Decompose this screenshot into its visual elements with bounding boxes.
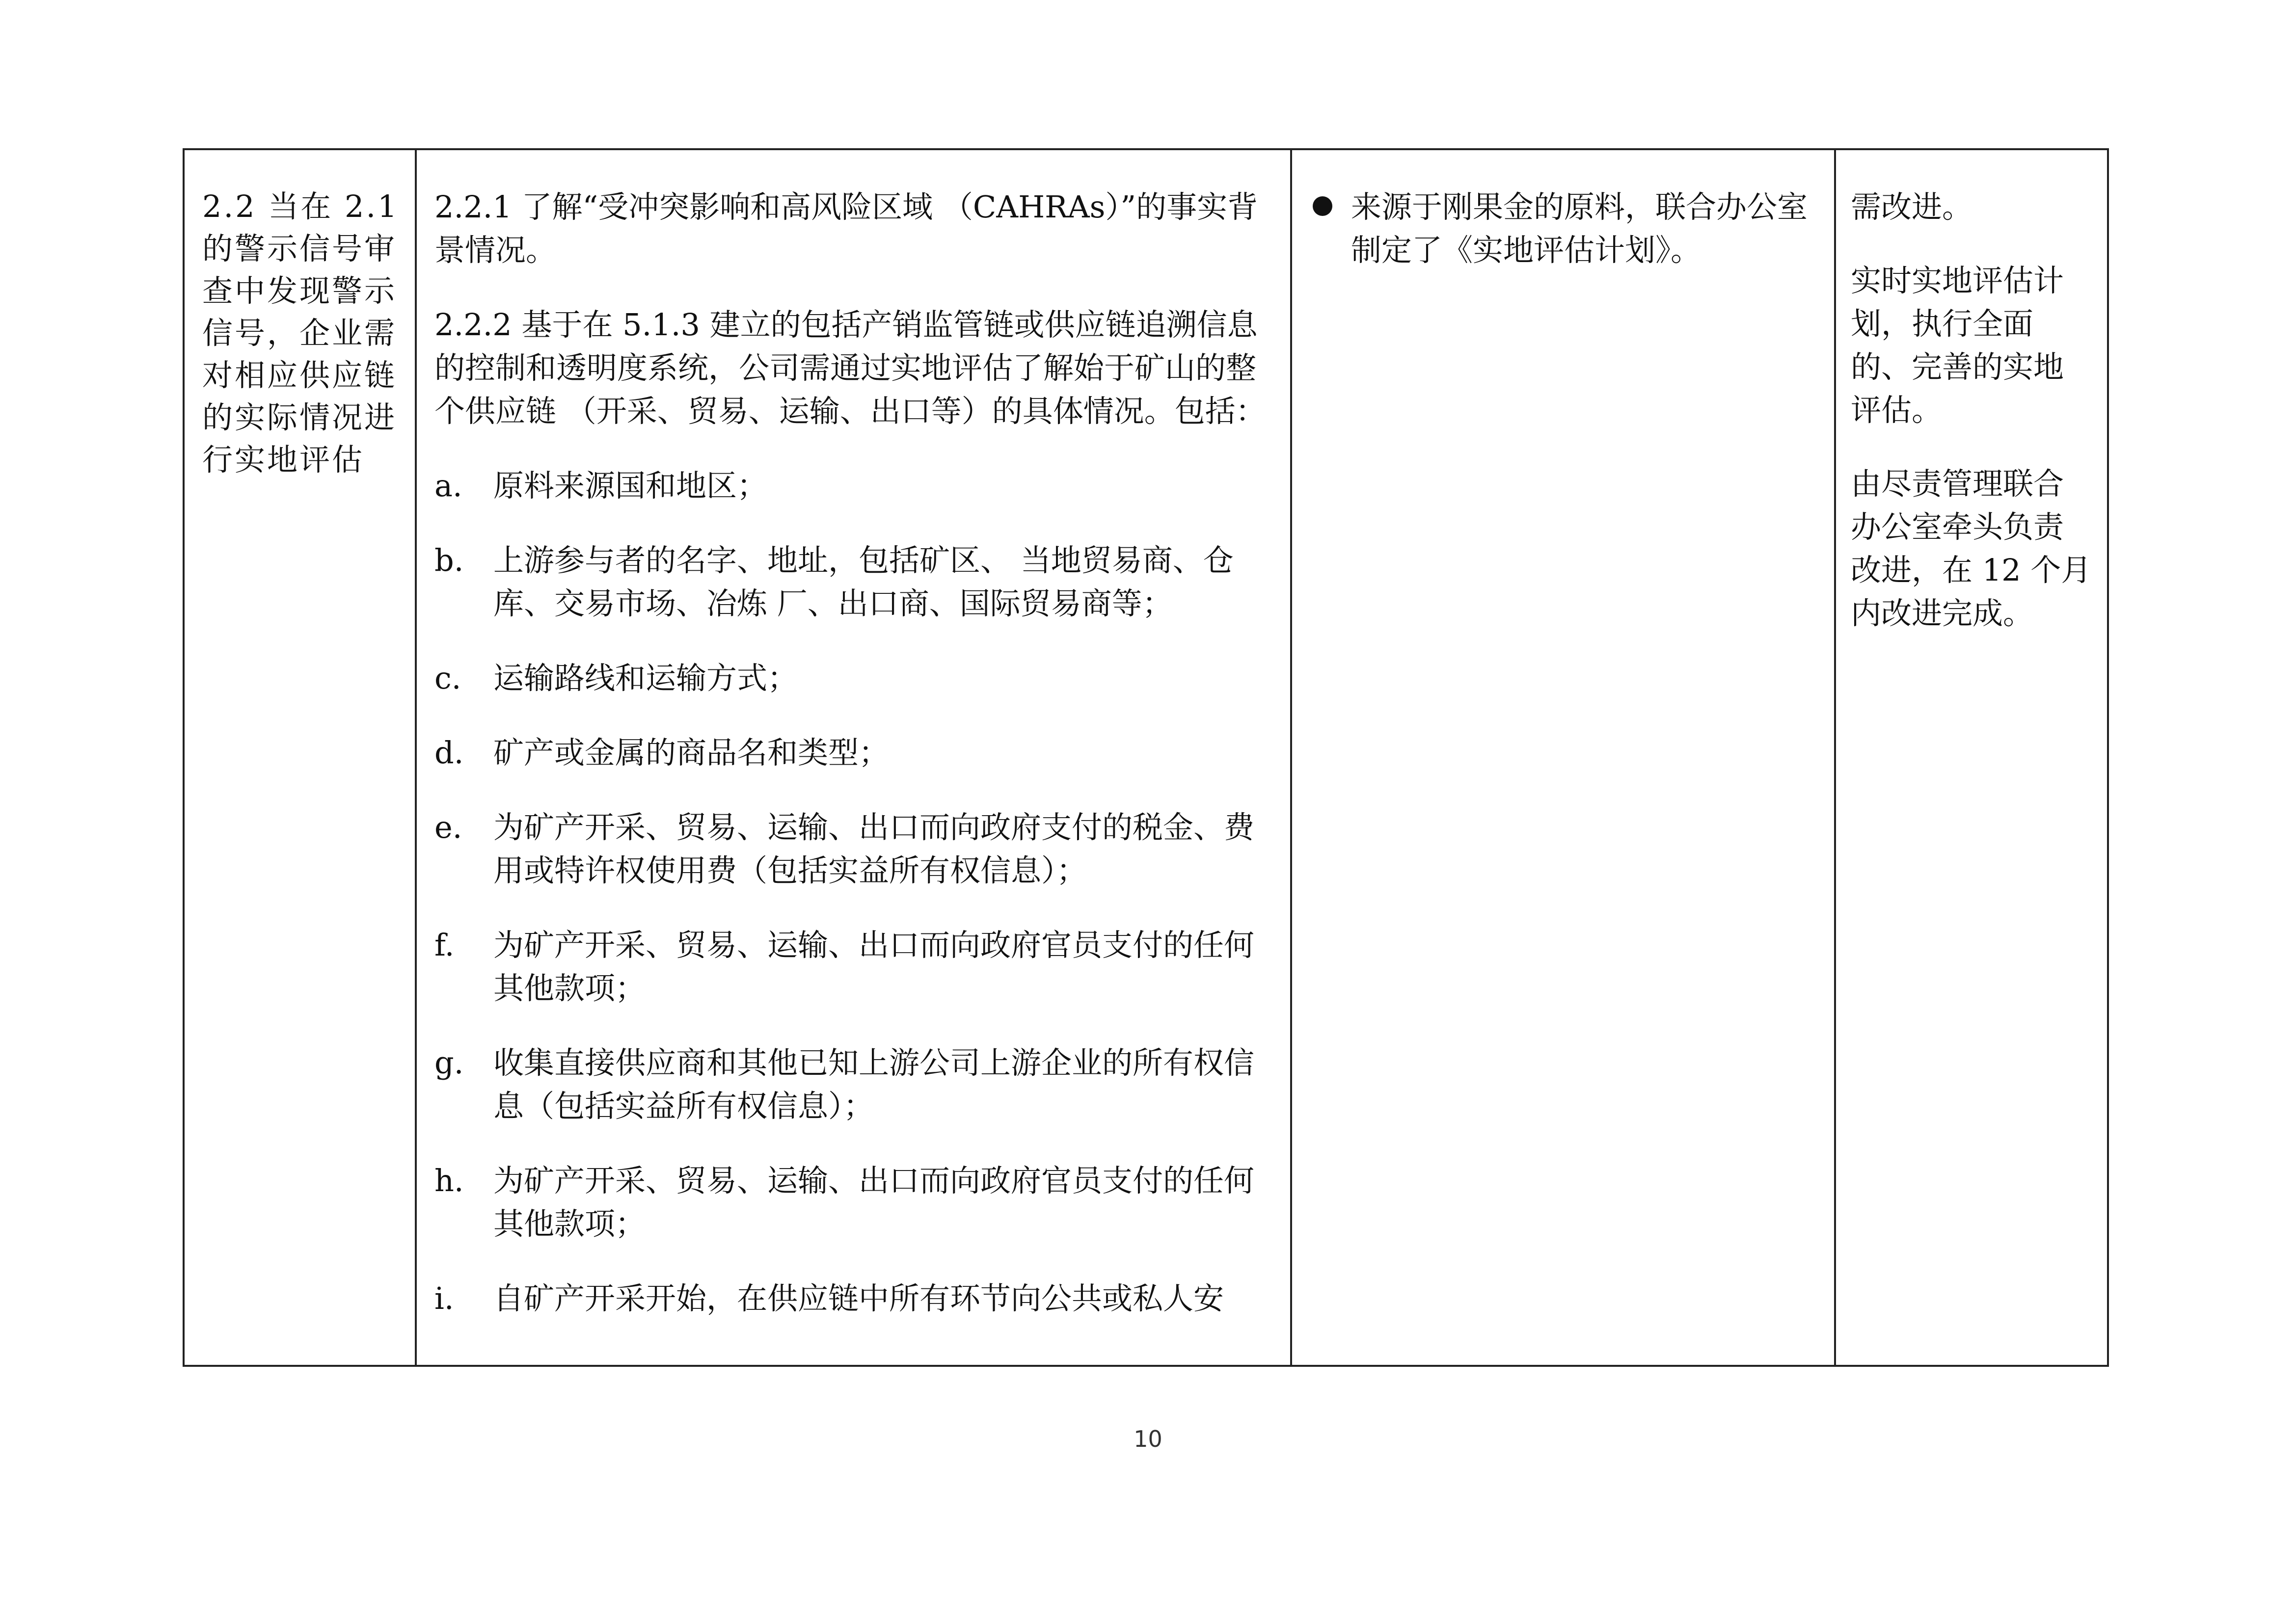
table-row — [184, 149, 2108, 1366]
list-marker: g. — [434, 1045, 464, 1081]
list-item-text: 运输路线和运输方式； — [493, 660, 798, 696]
list-item-text: 矿产或金属的商品名和类型； — [493, 735, 890, 771]
list-item — [434, 1159, 1274, 1246]
guidance-cell — [416, 149, 1291, 1366]
list-item — [434, 806, 1274, 892]
list-item-text: 上游参与者的名字、地址，包括矿区、 当地贸易商、仓库、交易市场、冶炼 厂、出口商、国际贸易商等； — [493, 542, 1234, 621]
list-item-text: 收集直接供应商和其他已知上游公司上游企业的所有权信息（包括实益所有权信息）； — [493, 1045, 1255, 1124]
page-number: 10 — [1134, 1426, 1162, 1452]
requirement-text: 2.2 当在 2.1 的警示信号审查中发现警示信号，企业需对相应供应链的实际情况进行实地评估 — [202, 188, 399, 478]
list-item — [434, 539, 1274, 625]
finding-bullet-item — [1304, 186, 1818, 272]
improvement-cell — [1835, 149, 2108, 1366]
list-item — [434, 924, 1274, 1010]
guidance-paragraph-2-2-1: 2.2.1 了解“受冲突影响和高风险区域 （CAHRAs）”的事实背景情况。 — [434, 189, 1258, 268]
improvement-status: 需改进。 — [1851, 189, 1973, 225]
list-item-text: 自矿产开采开始，在供应链中所有环节向公共或私人安 — [493, 1280, 1224, 1316]
list-item — [434, 464, 1274, 507]
list-marker: e. — [434, 809, 462, 845]
finding-text: 来源于刚果金的原料，联合办公室制定了《实地评估计划》。 — [1351, 189, 1808, 268]
list-marker: d. — [434, 735, 464, 771]
list-marker: c. — [434, 660, 461, 696]
list-marker: a. — [434, 468, 462, 504]
guidance-paragraph-2-2-2: 2.2.2 基于在 5.1.3 建立的包括产销监管链或供应链追溯信息的控制和透明度系统，公司需通过实地评估了解始于矿山的整个供应链 （开采、贸易、运输、出口等）的具体情况。包括： — [434, 307, 1266, 429]
list-item-text: 为矿产开采、贸易、运输、出口而向政府支付的税金、费用或特许权使用费（包括实益所有权信息）； — [493, 809, 1255, 888]
list-item-text: 原料来源国和地区； — [493, 468, 768, 504]
list-marker: i. — [434, 1280, 454, 1316]
list-item — [434, 657, 1274, 700]
list-marker: b. — [434, 542, 464, 578]
list-item-text: 为矿产开采、贸易、运输、出口而向政府官员支付的任何其他款项； — [493, 1163, 1255, 1242]
bullet-dot-icon — [1304, 186, 1351, 272]
requirements-table — [183, 148, 2109, 1367]
list-marker: h. — [434, 1163, 464, 1198]
list-item — [434, 731, 1274, 774]
list-item — [434, 1041, 1274, 1128]
list-item-text: 为矿产开采、贸易、运输、出口而向政府官员支付的任何其他款项； — [493, 927, 1255, 1006]
improvement-responsibility: 由尽责管理联合办公室牵头负责改进，在 12 个月内改进完成。 — [1851, 466, 2092, 631]
requirement-cell — [184, 149, 416, 1366]
list-item — [434, 1277, 1274, 1320]
findings-cell — [1291, 149, 1835, 1366]
improvement-plan: 实时实地评估计划，执行全面的、完善的实地评估。 — [1851, 263, 2064, 428]
list-marker: f. — [434, 927, 455, 963]
